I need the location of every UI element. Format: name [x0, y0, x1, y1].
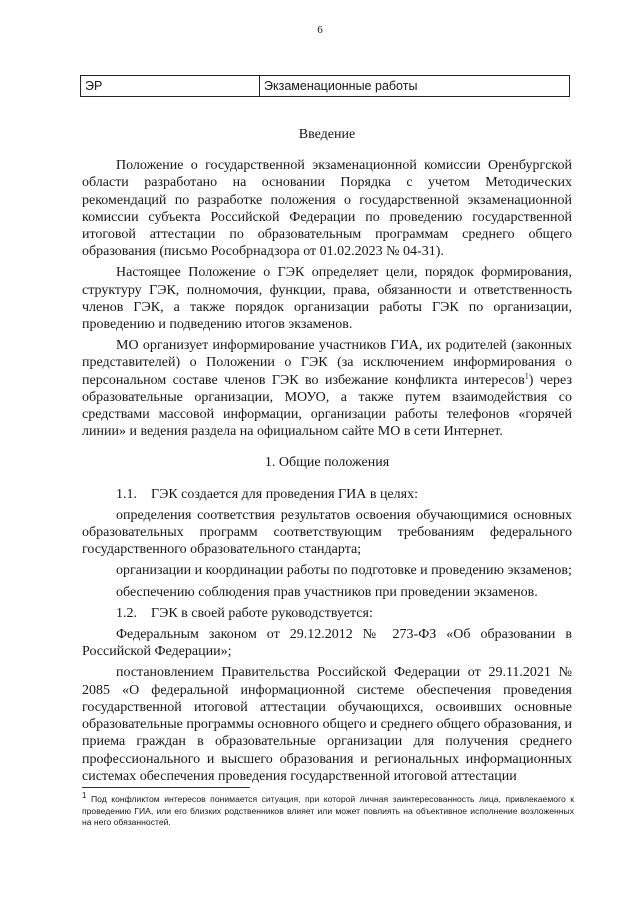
paragraph: обеспечению соблюдения прав участников при проведении экзаменов. — [116, 584, 538, 600]
paragraph — [82, 337, 572, 440]
paragraph: 1.1. ГЭК создается для проведения ГИА в целях: — [116, 486, 418, 502]
section-heading: 1. Общие положения — [264, 455, 390, 471]
footnote-ref: 1 — [524, 370, 529, 380]
paragraph: Положение о государственной экзаменационной комиссии Оренбургской области разработано на основании Порядка с учетом Методических рекомендаций по разработке положения о государственной экзаменационной комиссии субъекта Российской Федерации по проведению государственной итоговой аттестации по образовательным программам среднего общего образования (письмо Рособрнадзора от 01.02.2023 № 04-31). — [82, 158, 572, 260]
page-number: 6 — [317, 24, 323, 36]
paragraph: 1.2. ГЭК в своей работе руководствуется: — [116, 605, 373, 621]
abbreviation-cell: ЭР — [81, 76, 260, 97]
footnote — [82, 791, 574, 829]
document-body — [82, 126, 572, 789]
footnote-mark: 1 — [82, 791, 87, 801]
text-run: МО организует информирование участников ГИА, их родителей (законных представителей) о Положении о ГЭК (за исключением информирования о персональном составе членов ГЭК во избежание конфликта интересов — [82, 338, 572, 388]
paragraph: Настоящее Положение о ГЭК определяет цели, порядок формирования, структуру ГЭК, полномочия, функции, права, обязанности и ответственность членов ГЭК, а также порядок организации работы ГЭК по организации, проведению и подведению итогов экзаменов. — [82, 265, 572, 333]
intro-heading: Введение — [298, 127, 356, 142]
table-row — [81, 76, 570, 97]
footnote-text: Под конфликтом интересов понимается ситуация, при которой личная заинтересованность лица, привлекаемого к проведению ГИА, или его близких родственников влияет или может повлиять на объективное исполнение возложенных на него обязанностей. — [82, 794, 574, 827]
paragraph: Федеральным законом от 29.12.2012 № 273-ФЗ «Об образовании в Российской Федерации»; — [82, 627, 572, 660]
paragraph: организации и координации работы по подготовке и проведению экзаменов; — [116, 563, 572, 579]
meaning-cell: Экзаменационные работы — [260, 76, 570, 97]
abbreviation-table — [80, 75, 570, 97]
text-run: ) через образовательные организации, МОУО, а также путем взаимодействия со средствами массовой информации, организации работы телефонов «горячей линии» и ведения раздела на официальном сайте МО в сети Интернет. — [82, 372, 572, 440]
paragraph: постановлением Правительства Российской Федерации от 29.11.2021 № 2085 «О федеральной информационной системе обеспечения проведения государственной итоговой аттестации обучающихся, освоивших основные образовательные программы основного общего и среднего общего образования, и приема граждан в образовательные организации для получения среднего профессионального и высшего образования и региональных информационных системах обеспечения проведения государственной итоговой аттестации — [82, 665, 572, 784]
paragraph: определения соответствия результатов освоения обучающимися основных образовательных программ соответствующим требованиям федерального государственного образовательного стандарта; — [82, 507, 572, 558]
footnote-divider — [82, 787, 250, 788]
